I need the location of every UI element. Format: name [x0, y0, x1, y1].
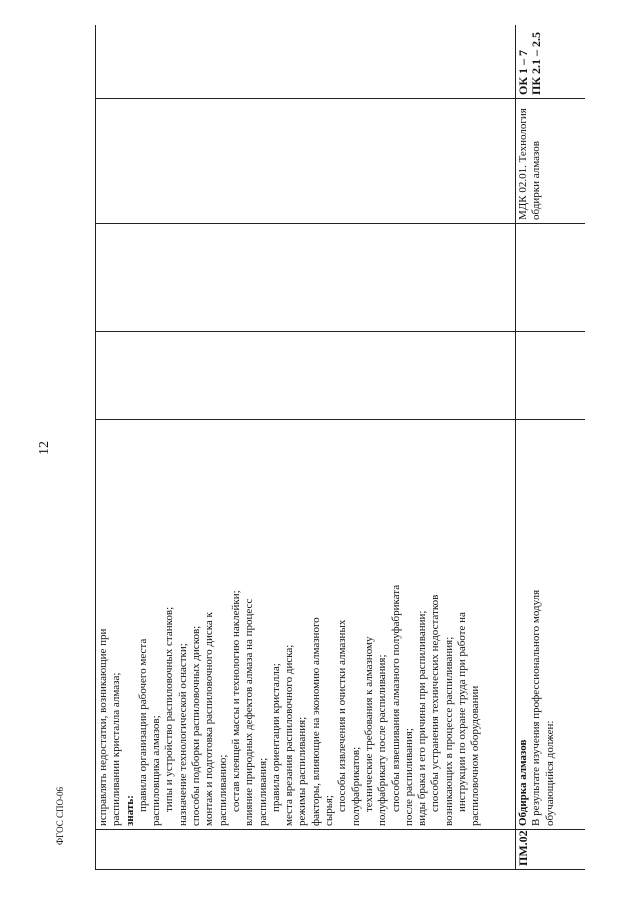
page-number: 12: [37, 441, 52, 455]
code-cell-empty: [96, 830, 516, 870]
table-row-pm02: [516, 25, 586, 870]
knowledge-line: факторы, влияющие на экономию алмазного: [309, 617, 322, 826]
mdk-title: МДК 02.01. Технология обдирки алмазов: [516, 99, 586, 224]
knowledge-line: исправлять недостатки, возникающие при: [97, 628, 109, 826]
module-code: ПМ.02: [516, 830, 586, 870]
knowledge-line: способы подборки распиловочных дисков;: [190, 625, 203, 826]
knowledge-line: правила ориентации кристалла;: [269, 663, 282, 812]
knowledge-line: инструкции по охране труда при работе на: [456, 612, 469, 812]
module-description: [516, 420, 586, 830]
content-cell-knowledge: [96, 420, 516, 830]
hours-cell-empty: [516, 332, 586, 420]
hours-cell-empty: [96, 224, 516, 332]
knowledge-line: способы извлечения и очистки алмазных: [336, 619, 349, 812]
knowledge-line: виды брака и его причины при распиливании;: [416, 610, 429, 826]
knowledge-line: возникающих в процессе распиливания;: [442, 636, 455, 826]
knowledge-line: знать:: [123, 795, 136, 826]
curriculum-table-wrapper: [95, 25, 585, 870]
competence-pk: ПК 2.1 – 2.5: [529, 31, 544, 95]
knowledge-line: технические требования к алмазному: [362, 636, 375, 812]
knowledge-line: сырья;: [323, 795, 336, 826]
knowledge-line: влияние природных дефектов алмаза на процесс: [243, 598, 256, 826]
module-intro-line1: В результате изучения профессионального модуля: [530, 589, 543, 826]
knowledge-line: режимы распиливания;: [296, 716, 309, 826]
knowledge-line: состав клеящей массы и технологию наклейки;: [229, 590, 242, 812]
knowledge-line: полуфабрикатов;: [349, 746, 362, 826]
competences: [516, 25, 586, 99]
knowledge-line: способы устранения технических недостатков: [429, 594, 442, 812]
competence-ok: ОК 1 – 7: [516, 49, 530, 95]
knowledge-line: назначение технологической оснастки;: [176, 643, 189, 826]
mdk-cell-empty: [96, 99, 516, 224]
knowledge-line: полуфабрикату после распиливания;: [376, 654, 389, 826]
knowledge-line: места врезания распиловочного диска;: [283, 644, 296, 826]
module-title: Обдирка алмазов: [517, 739, 529, 826]
knowledge-line: распиливания;: [256, 757, 269, 826]
rotated-table: [95, 25, 585, 870]
knowledge-line: после распиливания;: [402, 728, 415, 826]
knowledge-line: типы и устройство распиловочных станков;: [163, 606, 176, 812]
curriculum-table: [95, 25, 585, 870]
footer-code: ФГОС СПО-06: [55, 787, 65, 845]
competence-cell-empty: [96, 25, 516, 99]
table-row-previous: [96, 25, 516, 870]
knowledge-line: правила организации рабочего места: [136, 638, 149, 812]
knowledge-line: распиловщика алмазов;: [150, 715, 163, 826]
hours-cell-empty: [96, 332, 516, 420]
knowledge-line: распиливании кристалла алмаза;: [110, 672, 123, 826]
knowledge-line: распиловочном оборудовании: [469, 685, 482, 826]
knowledge-line: способы взвешивания алмазного полуфабриката: [389, 584, 402, 812]
knowledge-line: монтаж и подготовка распиловочного диска к: [203, 612, 216, 826]
knowledge-line: распиливанию;: [216, 754, 229, 826]
hours-cell-empty: [516, 224, 586, 332]
module-intro-line2: обучающийся должен:: [543, 720, 556, 826]
